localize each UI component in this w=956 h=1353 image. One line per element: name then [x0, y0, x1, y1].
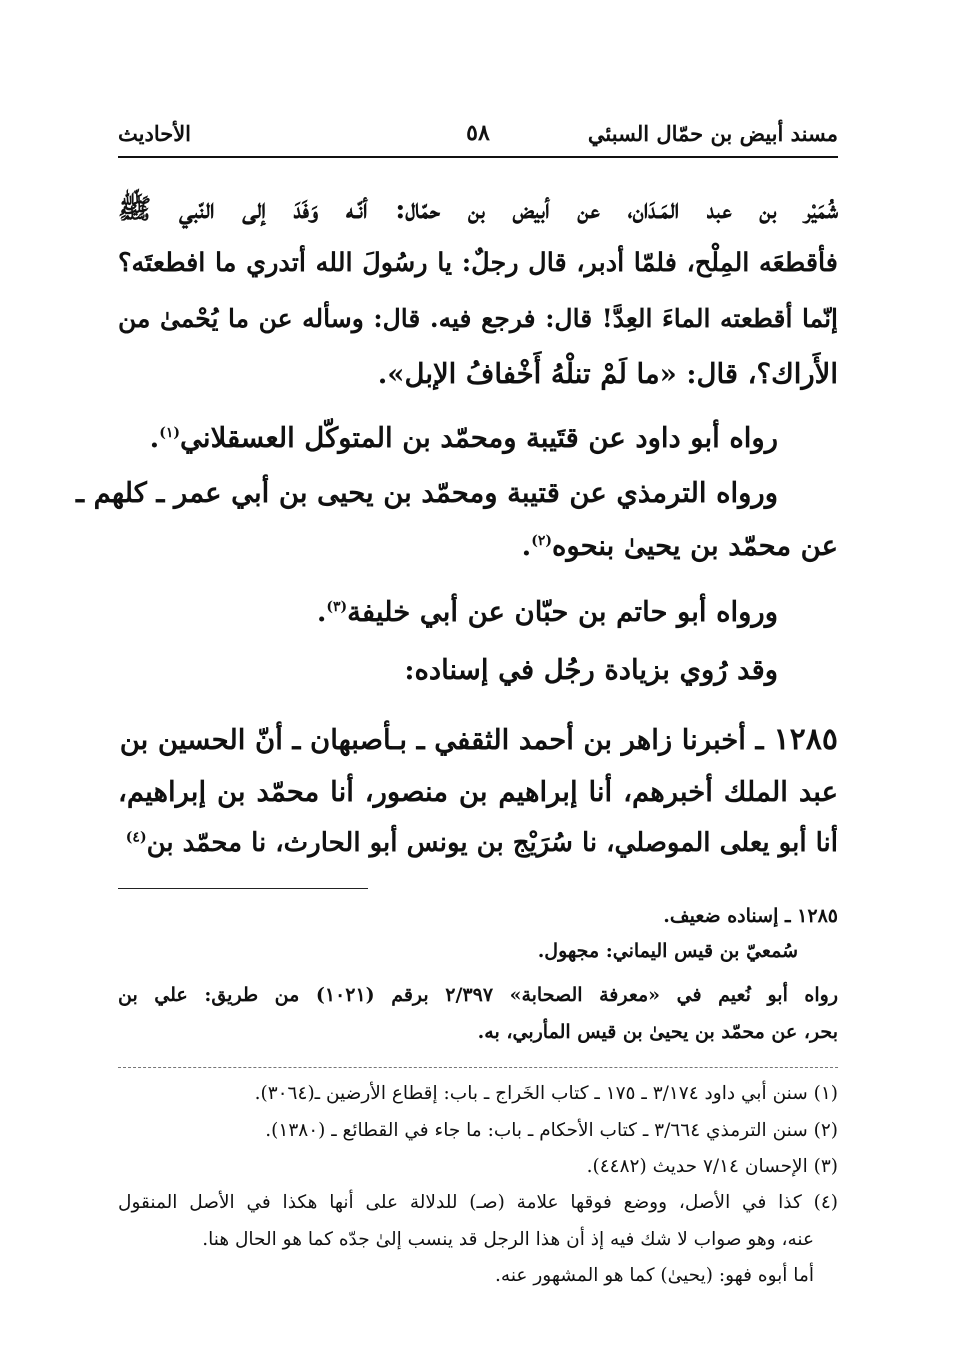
- header-book-title: مسند أبيض بن حمّال السبئي: [587, 120, 838, 146]
- takhrij-line: ١٢٨٥ ـ إسناده ضعيف.: [663, 905, 838, 927]
- paragraph-text: عن محمّد بن يحيىٰ بنحوه: [552, 530, 838, 562]
- text-line: ورواه الترمذي عن قتيبة ومحمّد بن يحيى بن أبي عمر ـ كلهم ـ: [76, 477, 778, 509]
- paragraph-ibn-hibban: [317, 596, 778, 628]
- paragraph-end: .: [316, 596, 327, 628]
- footnote-2: (٢) سنن الترمذي ٣/٦٦٤ ـ كتاب الأحكام ـ باب: ما جاء في القطائع ـ (١٣٨٠).: [265, 1120, 838, 1141]
- page-number: ٥٨: [466, 120, 490, 146]
- paragraph-abu-dawud: [150, 422, 778, 454]
- footnote-4-cont: عنه، وهو صواب لا شك فيه إذ أن هذا الرجل قد ينسب إلىٰ جدّه كما هو الحال هنا.: [202, 1229, 814, 1250]
- header-rule: [118, 156, 838, 158]
- text-line: إنّما أقطعته الماءَ العِدَّ! قال: فرجع فيه. قال: وسأله عن ما يُحْمىٰ من: [118, 304, 838, 333]
- hadith-text: ـ أخبرنا زاهر بن أحمد الثقفي ـ بـأصبهان ـ أنّ الحسين بن: [119, 724, 764, 756]
- dashed-separator: [118, 1067, 838, 1068]
- paragraph-tirmidhi-end: [522, 530, 838, 562]
- text-line: شُمَيْر بن عبد المَـدَان، عن أبيض بن حمّال: أنّـه وَفَدَ إلى النّبي ﷺ: [118, 193, 838, 225]
- paragraph-end: .: [149, 422, 160, 454]
- hadith-number: ١٢٨٥: [773, 722, 838, 757]
- paragraph-text: رواه أبو داود عن قتَيبة ومحمّد بن المتوكّل العسقلاني: [180, 422, 778, 454]
- hadith-last-line: [118, 828, 838, 858]
- footnote-ref: (٤): [125, 829, 147, 846]
- hadith-text: أنا أبو يعلى الموصلي، نا سُرَيْج بن يونس أبو الحارث، نا محمّد بن: [146, 828, 838, 858]
- takhrij-line: بحر، عن محمّد بن يحيىٰ بن قيس المأربي، به.: [477, 1021, 838, 1043]
- paragraph-text: ورواه أبو حاتم بن حبّان عن أبي خليفة: [347, 596, 778, 628]
- takhrij-line: سُمعيّ بن قيس اليماني: مجهول.: [537, 940, 798, 962]
- text-line: وقد رُوي بزيادة رجُل في إسناده:: [404, 654, 778, 686]
- footnote-4-cont: أما أبوه فهو: (يحيىٰ) كما هو المشهور عنه.: [495, 1265, 814, 1286]
- footnote-3: (٣) الإحسان ٧/١٤ حديث (٤٤٨٢).: [586, 1156, 838, 1177]
- hadith-first-line: [118, 722, 838, 757]
- footnote-1: (١) سنن أبي داود ٣/١٧٤ ـ ١٧٥ ـ كتاب الخَراج ـ باب: إقطاع الأرضين ـ(٣٠٦٤).: [254, 1083, 838, 1104]
- footnote-separator: [118, 888, 368, 889]
- text-line: الأَراك؟، قال: «ما لَمْ تنلْهُ أَخْفافُ الإبل».: [377, 358, 838, 390]
- running-header: [118, 113, 838, 153]
- paragraph-end: .: [521, 530, 532, 562]
- text-line: عبد الملك أخبرهم، أنا إبراهيم بن منصور، أنا محمّد بن إبراهيم،: [118, 776, 838, 808]
- footnote-ref: (٣): [326, 598, 348, 615]
- header-section-title: الأحاديث: [118, 120, 192, 146]
- footnote-4: (٤) كذا في الأصل، ووضع فوقها علامة (صـ) للدلالة على أنها هكذا في الأصل المنقول: [118, 1192, 838, 1213]
- text-line: فأقطعَه المِلْح، فلمّا أدبر، قال رجلٌ: يا رسُولَ الله أتدري ما افطعتَه؟: [118, 248, 838, 278]
- footnote-ref: (١): [159, 424, 181, 441]
- footnote-ref: (٢): [531, 532, 553, 549]
- takhrij-line: رواه أبو نُعيم في «معرفة الصحابة» ٢/٣٩٧ برقم (١٠٢١) من طريق: علي بن: [118, 984, 839, 1006]
